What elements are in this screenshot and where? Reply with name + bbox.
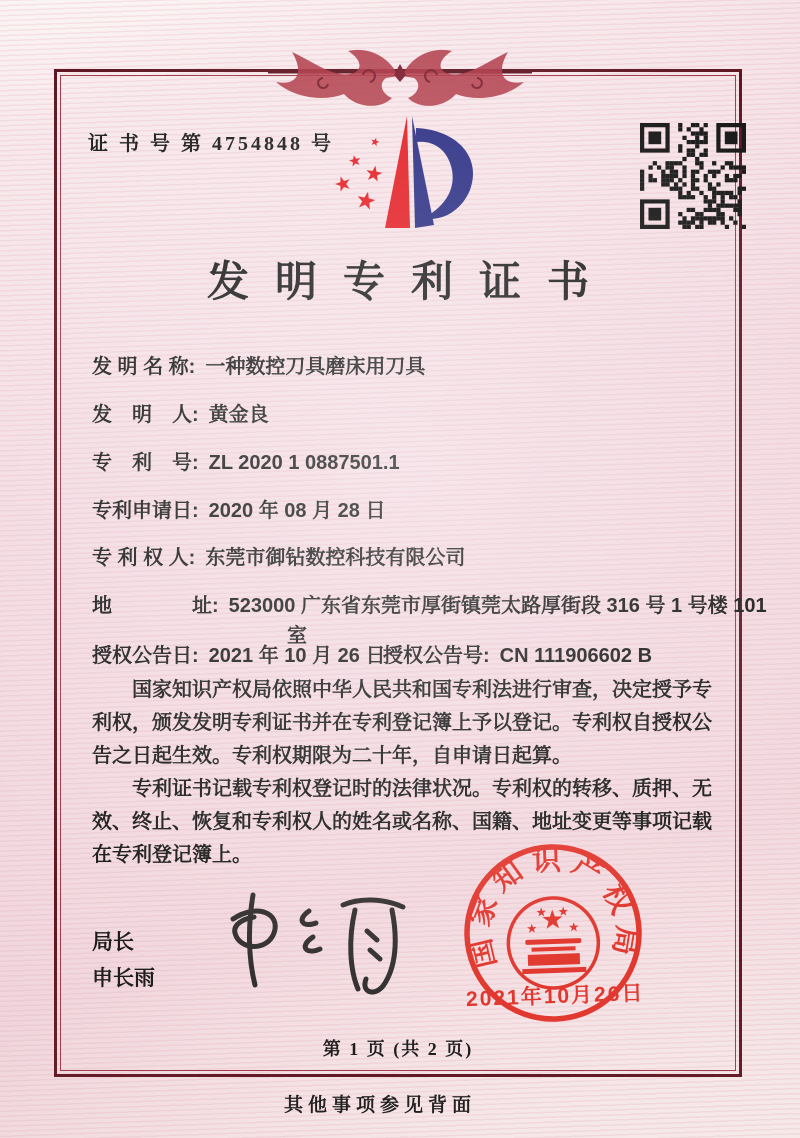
- back-note: 其他事项参见背面: [283, 1095, 476, 1116]
- field-row-patent-no: [92, 446, 732, 475]
- field-row-invention-name: [92, 350, 732, 379]
- patentee-label: 专 利 权 人:: [92, 547, 196, 569]
- grant-no-value: CN 111906602 B: [499, 645, 653, 667]
- address-value-line1: 523000 广东省东莞市厚街镇莞太路厚街段 316 号 1 号楼 101: [228, 595, 767, 617]
- patent-no-value: ZL 2020 1 0887501.1: [208, 452, 400, 474]
- field-row-inventor: [92, 398, 732, 427]
- shen-changyu-signature: [205, 883, 437, 1011]
- border-scroll-ornament-icon: [268, 34, 532, 112]
- certificate-title: 发明专利证书: [206, 260, 615, 306]
- invention-name-value: 一种数控刀具磨床用刀具: [205, 356, 426, 378]
- field-row-patentee: [92, 541, 732, 570]
- qr-code: [640, 123, 746, 229]
- legal-paragraph-1: 国家知识产权局依照中华人民共和国专利法进行审查，决定授予专利权，颁发发明专利证书并在专利登记簿上予以登记。专利权自授权公告之日起生效。专利权期限为二十年，自申请日起算。: [92, 679, 712, 767]
- address-label: 地 址:: [92, 595, 219, 617]
- page-number: 第 1 页 (共 2 页): [322, 1039, 474, 1059]
- filing-date-label: 专利申请日:: [92, 500, 199, 522]
- patentee-value: 东莞市御钻数控科技有限公司: [205, 547, 466, 569]
- seal-date: 2021年10月26日: [465, 981, 645, 1012]
- cnipa-logo-icon: [330, 108, 486, 238]
- address-value-line2: 室: [287, 625, 307, 647]
- svg-text:国家知识产权局: [459, 841, 644, 972]
- grant-date-label: 授权公告日:: [92, 645, 199, 667]
- grant-no-label: 授权公告号:: [383, 645, 490, 667]
- field-grant-no: [383, 639, 800, 668]
- inventor-label: 发 明 人:: [92, 404, 199, 426]
- legal-paragraph-2: 专利证书记载专利权登记时的法律状况。专利权的转移、质押、无效、终止、恢复和专利权人的姓名或名称、国籍、地址变更等事项记载在专利登记簿上。: [92, 778, 712, 866]
- seal-ring-text: 国家知识产权局: [463, 844, 643, 972]
- certificate-number: 证 书 号 第 4754848 号: [88, 133, 334, 155]
- signer-name: 申长雨: [92, 967, 155, 990]
- cnipa-official-seal: [453, 833, 653, 1033]
- field-row-filing-date: [92, 494, 732, 523]
- inventor-value: 黄金良: [208, 404, 269, 426]
- filing-date-value: 2020 年 08 月 28 日: [208, 500, 386, 522]
- patent-no-label: 专 利 号:: [92, 452, 199, 474]
- field-row-address: [92, 589, 767, 618]
- national-emblem-icon: [507, 896, 600, 989]
- signer-title: 局长: [92, 931, 134, 954]
- invention-name-label: 发 明 名 称:: [92, 356, 196, 378]
- grant-date-value: 2021 年 10 月 26 日: [208, 645, 386, 667]
